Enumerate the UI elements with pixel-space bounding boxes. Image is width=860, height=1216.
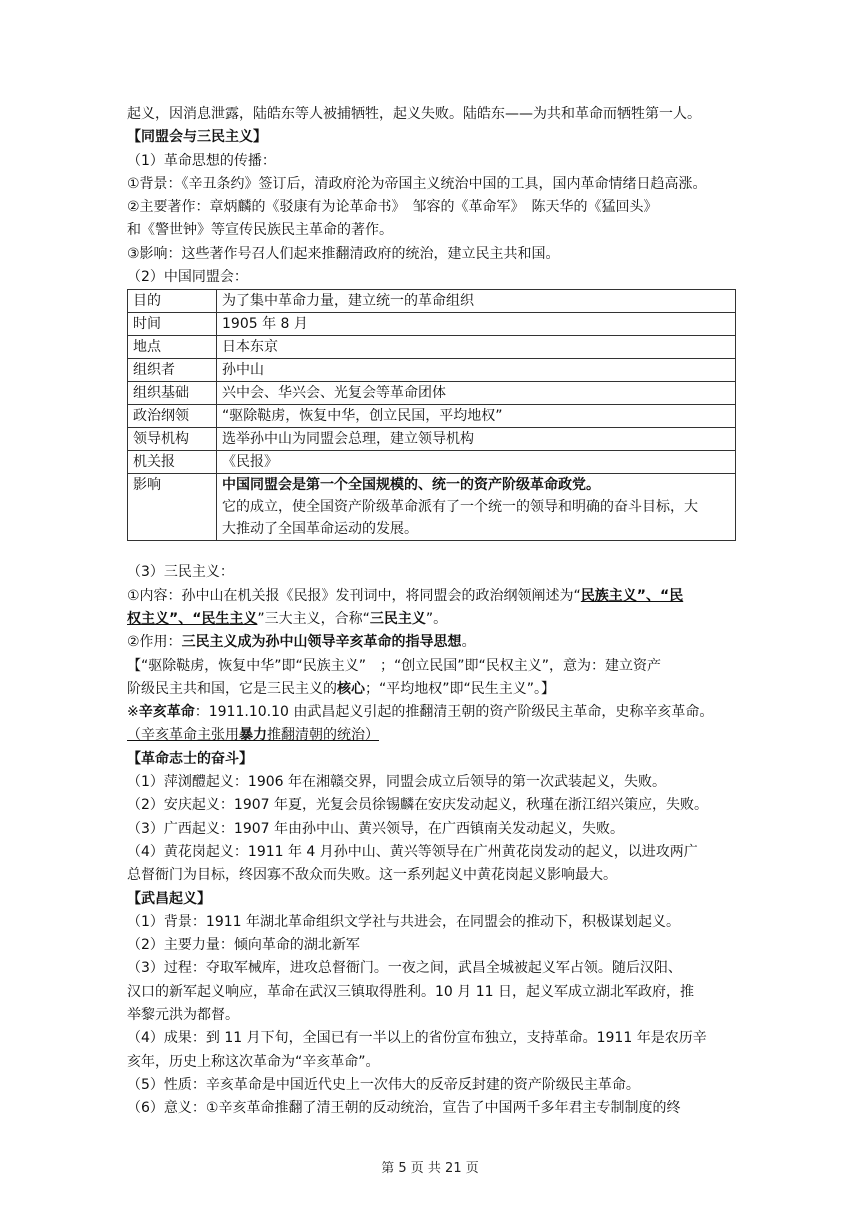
table-key: 组织者 (128, 359, 217, 382)
text-line: （2）安庆起义：1907 年夏，光复会员徐锡麟在安庆发动起义，秋瑾在浙江绍兴策应，失败。 (127, 797, 708, 814)
table-value: 1905 年 8 月 (217, 313, 736, 336)
text-line: （4）黄花岗起义：1911 年 4 月孙中山、黄兴等领导在广州黄花岗发动的起义，以进攻两广 (127, 843, 698, 860)
text-line (127, 585, 737, 608)
text-span: ※ (127, 704, 139, 721)
table-key: 地点 (128, 336, 217, 359)
text-span: ”。 (425, 610, 448, 627)
bold-span: 三民主义 (369, 610, 426, 627)
text-line: 亥年，历史上称这次革命为“辛亥革命”。 (127, 1053, 380, 1070)
subheading: （3）三民主义： (127, 564, 234, 581)
text-line (127, 631, 737, 654)
subheading: （2）中国同盟会： (127, 269, 248, 286)
text-line: （1）萍浏醴起义：1906 年在湘赣交界，同盟会成立后领导的第一次武装起义，失败。 (127, 774, 666, 791)
table-row (128, 336, 736, 359)
table-row (128, 405, 736, 428)
bold-span: 三民主义成为孙中山领导辛亥革命的指导思想 (181, 634, 462, 651)
table-row (128, 313, 736, 336)
table-value: 为了集中革命力量，建立统一的革命组织 (217, 290, 736, 313)
text-line: ①背景：《辛丑条约》签订后，清政府沦为帝国主义统治中国的工具，国内革命情绪日趋高涨。 (127, 175, 707, 192)
table-key: 组织基础 (128, 382, 217, 405)
bold-span: 核心 (337, 680, 365, 697)
text-line: （3）广西起义：1907 年由孙中山、黄兴领导，在广西镇南关发动起义，失败。 (127, 820, 624, 837)
section-heading: 【武昌起义】 (127, 890, 211, 907)
bold-span: 暴力 (239, 727, 267, 744)
table-value: 日本东京 (217, 336, 736, 359)
text-span: ：1911.10.10 由武昌起义引起的推翻清王朝的资产阶级民主革命，史称辛亥革命。 (194, 704, 714, 721)
bold-underline: 权主义”、“民生主义 (127, 610, 258, 627)
text-line: （6）意义：①辛亥革命推翻了清王朝的反动统治，宣告了中国两千多年君主专制制度的终 (127, 1100, 681, 1117)
text-line: ②主要著作：章炳麟的《驳康有为论革命书》 邹容的《革命军》 陈天华的《猛回头》 (127, 199, 658, 216)
table-value: 选举孙中山为同盟会总理，建立领导机构 (217, 428, 736, 451)
table-key: 时间 (128, 313, 217, 336)
table-value: 《民报》 (217, 451, 736, 474)
text-line: （3）过程：夺取军械库，进攻总督衙门。一夜之间，武昌全城被起义军占领。随后汉阳、 (127, 960, 682, 977)
table-row (128, 474, 736, 541)
text-line: 和《警世钟》等宣传民族民主革命的著作。 (127, 222, 393, 239)
table-value: “驱除鞑虏，恢复中华，创立民国，平均地权” (217, 405, 736, 428)
table-row (128, 359, 736, 382)
table-key: 政治纲领 (128, 405, 217, 428)
table-row (128, 290, 736, 313)
text-span: ①内容：孙中山在机关报《民报》发刊词中，将同盟会的政治纲领阐述为“ (127, 587, 581, 604)
table-key: 目的 (128, 290, 217, 313)
text-line (127, 724, 737, 747)
impact-text: 大推动了全国革命运动的发展。 (222, 521, 418, 538)
text-line (127, 608, 737, 631)
text-line: （4）成果：到 11 月下旬，全国已有一半以上的省份宣布独立，支持革命。1911 年是农历辛 (127, 1030, 707, 1047)
text-line: 总督衙门为目标，终因寡不敌众而失败。这一系列起义中黄花岗起义影响最大。 (127, 867, 617, 884)
section-heading: 【同盟会与三民主义】 (127, 129, 267, 146)
impact-text: 它的成立，使全国资产阶级革命派有了一个统一的领导和明确的奋斗目标，大 (222, 499, 698, 516)
text-line: 起义，因消息泄露，陆皓东等人被捕牺牲，起义失败。陆皓东——为共和革命而牺牲第一人。 (127, 106, 701, 122)
subheading: （1）革命思想的传播： (127, 152, 276, 169)
text-span: 。 (461, 634, 476, 651)
table-row (128, 428, 736, 451)
text-line: （1）背景：1911 年湖北革命组织文学社与共进会，在同盟会的推动下，积极谋划起义。 (127, 913, 680, 930)
section-heading: 【革命志士的奋斗】 (127, 750, 253, 767)
table-key: 领导机构 (128, 428, 217, 451)
text-span: （辛亥革命主张用 (127, 727, 239, 744)
text-line (127, 678, 737, 701)
table-key: 影响 (128, 474, 217, 541)
impact-bold: 中国同盟会是第一个全国规模的、统一的资产阶级革命政党。 (222, 477, 600, 494)
page-footer: 第 5 页 共 21 页 (381, 1161, 479, 1176)
text-line: 汉口的新军起义响应，革命在武汉三镇取得胜利。10 月 11 日，起义军成立湖北军政府，推 (127, 983, 694, 1000)
underlined-note (127, 727, 379, 743)
table-key: 机关报 (128, 451, 217, 474)
table-value (217, 474, 736, 541)
text-line: ③影响：这些著作号召人们起来推翻清政府的统治，建立民主共和国。 (127, 245, 560, 262)
table-row (128, 451, 736, 474)
text-line: 举黎元洪为都督。 (127, 1007, 239, 1024)
text-line: （2）主要力量：倾向革命的湖北新军 (127, 937, 360, 954)
table-row (128, 382, 736, 405)
bold-span: 辛亥革命 (138, 704, 195, 721)
text-span: ②作用： (127, 634, 182, 651)
text-span: 推翻清朝的统治） (267, 727, 379, 744)
text-line (127, 701, 737, 724)
text-span: ”三大主义，合称“ (257, 610, 370, 627)
text-line: （5）性质：辛亥革命是中国近代史上一次伟大的反帝反封建的资产阶级民主革命。 (127, 1076, 640, 1093)
text-line: 【“驱除鞑虏，恢复中华”即“民族主义” ；“创立民国”即“民权主义”，意为：建立资产 (127, 657, 662, 674)
page-content (127, 103, 737, 1121)
bold-underline: 民族主义”、“民 (580, 587, 684, 604)
table-value: 兴中会、华兴会、光复会等革命团体 (217, 382, 736, 405)
text-span: ；“平均地权”即“民生主义”。】 (365, 680, 556, 697)
tongmenghui-table (127, 289, 736, 541)
table-value: 孙中山 (217, 359, 736, 382)
text-span: 阶级民主共和国，它是三民主义的 (127, 680, 337, 697)
